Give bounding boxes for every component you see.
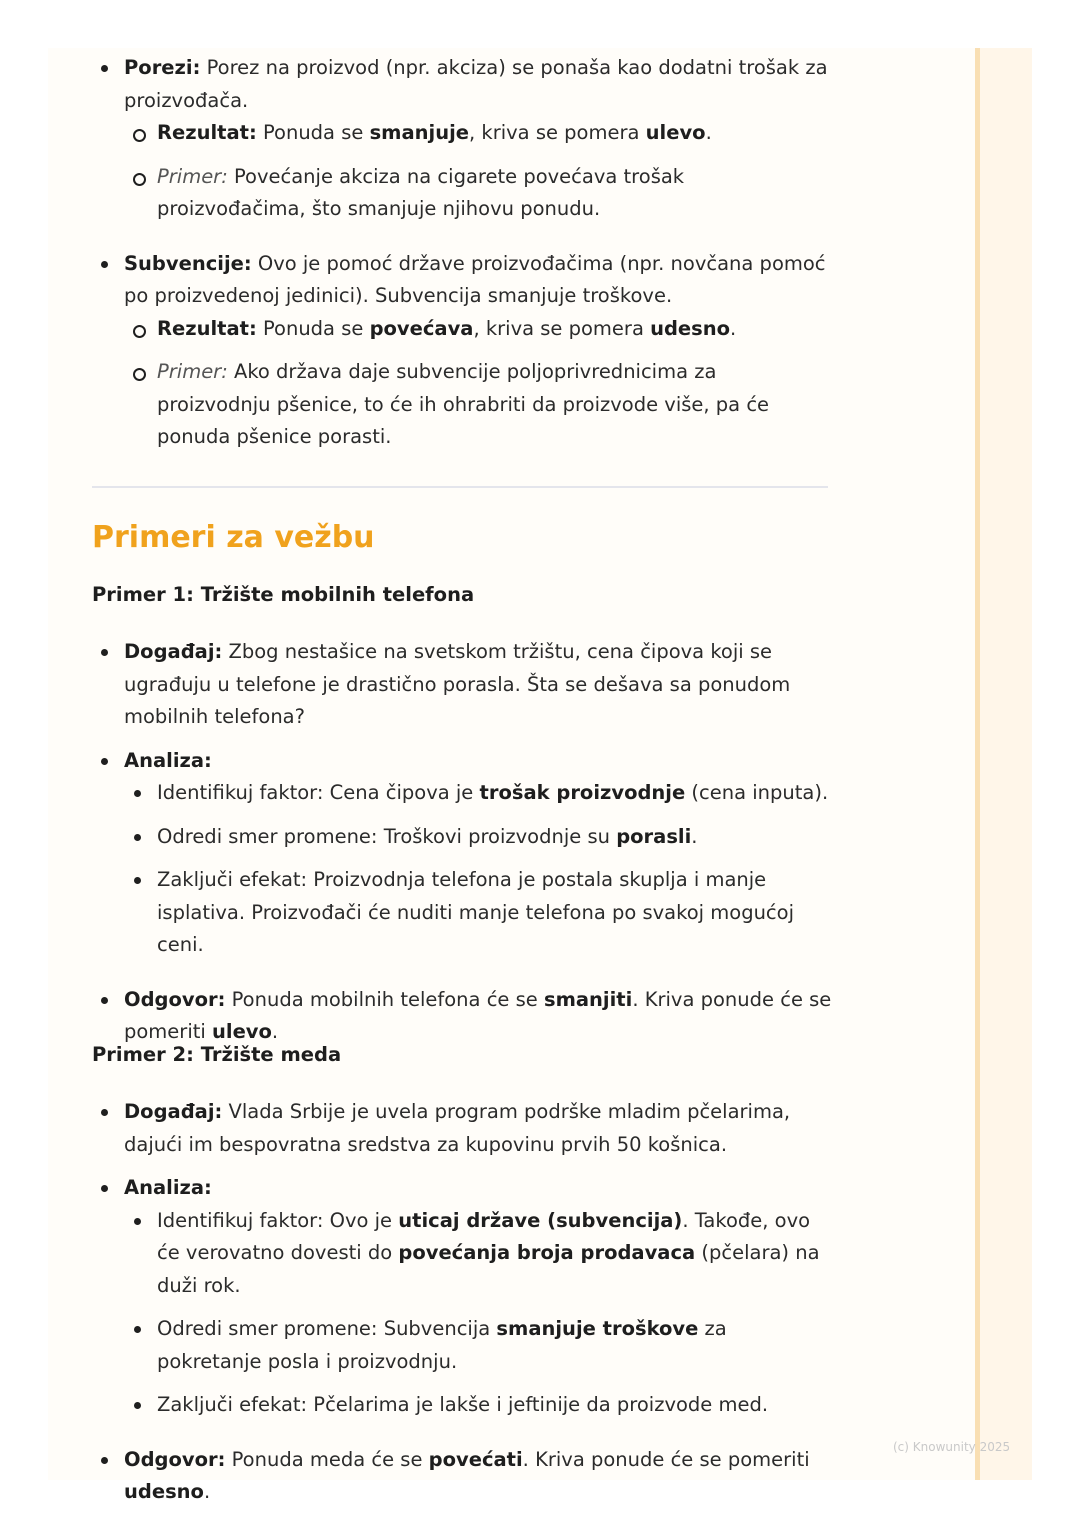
primer2-analiza-step2: Odredi smer promene: Subvencija smanjuje troškove za pokretanje posla i proizvodnju. [124,1313,832,1378]
primer1-dogadjaj: Događaj: Zbog nestašice na svetskom tržištu, cena čipova koji se ugrađuju u telefone je drastično porasla. Šta se dešava sa ponudom mobilnih telefona? [92,636,832,734]
subvencije-rezultat: Rezultat: Ponuda se povećava, kriva se pomera udesno. [124,313,832,346]
factor-list-section [92,52,832,454]
primer1-heading: Primer 1: Tržište mobilnih telefona [92,583,475,606]
section-divider [92,486,828,488]
primer2-list-section [92,1096,832,1509]
primer1-analiza-step1: Identifikuj faktor: Cena čipova je trošak proizvodnje (cena inputa). [124,777,832,810]
watermark: (c) Knowunity 2025 [893,1440,1011,1454]
porezi-rezultat: Rezultat: Ponuda se smanjuje, kriva se pomera ulevo. [124,117,832,150]
primer2-list [92,1096,832,1509]
factor-list [92,52,832,454]
primer1-analiza-sublist [124,777,832,962]
margin-line [975,48,980,1480]
primer2-dogadjaj: Događaj: Vlada Srbije je uvela program podrške mladim pčelarima, dajući im bespovratna sredstva za kupovinu prvih 50 košnica. [92,1096,832,1161]
list-item-porezi: Porezi: Porez na proizvod (npr. akciza) se ponaša kao dodatni trošak za proizvođača. Rezultat: Ponuda se smanjuje, kriva se pomera ulevo. Primer: Povećanje akciza na cigarete povećava trošak proizvođačima, što smanjuje njihovu ponudu. [92,52,832,226]
primer2-heading: Primer 2: Tržište meda [92,1043,342,1066]
primer2-odgovor: Odgovor: Ponuda meda će se povećati. Kriva ponude će se pomeriti udesno. [92,1444,832,1509]
primer2-analiza-step3: Zaključi efekat: Pčelarima je lakše i jeftinije da proizvode med. [124,1389,832,1422]
primer1-analiza-step3: Zaključi efekat: Proizvodnja telefona je postala skuplja i manje isplativa. Proizvođači će nuditi manje telefona po svakoj mogućoj ceni. [124,864,832,962]
porezi-primer: Primer: Povećanje akciza na cigarete povećava trošak proizvođačima, što smanjuje njihovu ponudu. [124,161,832,226]
porezi-sublist [124,117,832,226]
primer1-odgovor: Odgovor: Ponuda mobilnih telefona će se smanjiti. Kriva ponude će se pomeriti ulevo. [92,984,832,1049]
right-margin [976,48,1032,1480]
primer1-list [92,636,832,1049]
section-title: Primeri za vežbu [92,520,375,555]
primer2-analiza-sublist [124,1205,832,1422]
subvencije-sublist [124,313,832,454]
primer1-analiza: Analiza: Identifikuj faktor: Cena čipova je trošak proizvodnje (cena inputa). Odredi smer promene: Troškovi proizvodnje su porasli. Zaključi efekat: Proizvodnja telefona je postala skuplja i manje isplativa. Proizvođači će nuditi manje telefona po svakoj mogućoj ceni. [92,745,832,962]
subvencije-primer: Primer: Ako država daje subvencije poljoprivrednicima za proizvodnju pšenice, to će ih ohrabriti da proizvode više, pa će ponuda pšenice porasti. [124,356,832,454]
primer1-analiza-step2: Odredi smer promene: Troškovi proizvodnje su porasli. [124,821,832,854]
primer2-analiza: Analiza: Identifikuj faktor: Ovo je uticaj države (subvencija). Takođe, ovo će verovatno dovesti do povećanja broja prodavaca (pčelara) na duži rok. Odredi smer promene: Subvencija smanjuje troškove za pokretanje posla i proizvodnju. Zaključi efekat: Pčelarima je lakše i jeftinije da proizvode med. [92,1172,832,1422]
primer2-analiza-step1: Identifikuj faktor: Ovo je uticaj države (subvencija). Takođe, ovo će verovatno dovesti do povećanja broja prodavaca (pčelara) na duži rok. [124,1205,832,1303]
list-item-subvencije: Subvencije: Ovo je pomoć države proizvođačima (npr. novčana pomoć po proizvedenoj jedinici). Subvencija smanjuje troškove. Rezultat: Ponuda se povećava, kriva se pomera udesno. Primer: Ako država daje subvencije poljoprivrednicima za proizvodnju pšenice, to će ih ohrabriti da proizvode više, pa će ponuda pšenice porasti. [92,248,832,454]
primer1-list-section [92,636,832,1049]
